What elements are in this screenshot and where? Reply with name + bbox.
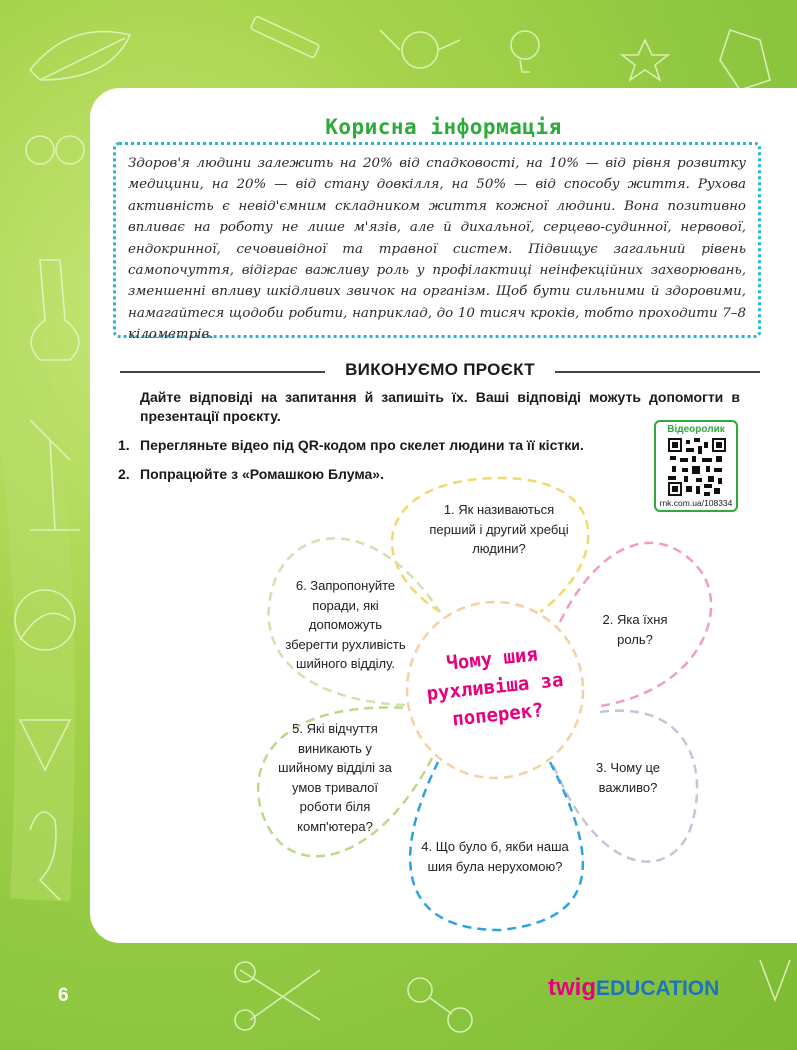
page-number: 6 <box>58 985 69 1006</box>
logo-education: EDUCATION <box>596 977 720 1000</box>
task-text: Перегляньте відео під QR-кодом про скелет людини та її кістки. <box>140 437 584 453</box>
task-text: Попрацюйте з «Ромашкою Блума». <box>140 466 384 482</box>
qr-label: Відеоролик <box>667 424 725 435</box>
logo-twig: twig <box>548 974 596 1001</box>
task-number: 1. <box>118 437 130 453</box>
petal-text-1: 1. Як називаються перший і другий хребці людини? <box>429 502 569 556</box>
task-number: 2. <box>118 466 130 482</box>
petal-text-2: 2. Яка їхня роль? <box>602 612 668 647</box>
petal-text-5: 5. Які відчуття виникають у шийному відділі за умов тривалої роботи біля комп'ютера? <box>278 721 392 834</box>
petal-text-3: 3. Чому це важливо? <box>595 760 661 795</box>
info-title: Корисна інформація <box>325 115 562 139</box>
project-title: ВИКОНУЄМО ПРОЄКТ <box>335 360 545 379</box>
flower-center-question: Чому шия рухливіша за поперек? <box>425 643 565 731</box>
project-intro: Дайте відповіді на запитання й запишіть їх. Ваші відповіді можуть допомогти в презентації проєкту. <box>140 389 740 424</box>
petal-text-6: 6. Запропонуйте поради, які допоможуть зберегти рухливість шийного відділу. <box>285 578 406 671</box>
petal-text-4: 4. Що було б, якби наша шия була нерухомою? <box>421 839 569 874</box>
info-text: Здоров'я людини залежить на 20% від спадковості, на 10% — від рівня розвитку медицини, на 20% — від стану довкілля, на 50% — від способу життя. Рухова активність є невід'ємним складником життя кожної людини. Вона позитивно впливає на роботу не лише м'язів, але й дихальної, серцево-судинної, нервової, ендокринної, сечовивідної та травної систем. Підвищує загальний рівень самопочуття, відіграє важливу роль у профілактиці неінфекційних захворювань, зменшенні впливу шкідливих звичок на організм. Щоб бути сильними й здоровими, намагайтеся щодоби робити, наприклад, до 10 тисяч кроків, тобто проходити 7–8 кілометрів. <box>128 156 746 343</box>
qr-url[interactable]: rnk.com.ua/108334 <box>659 498 733 508</box>
publisher-logo <box>548 974 719 1002</box>
